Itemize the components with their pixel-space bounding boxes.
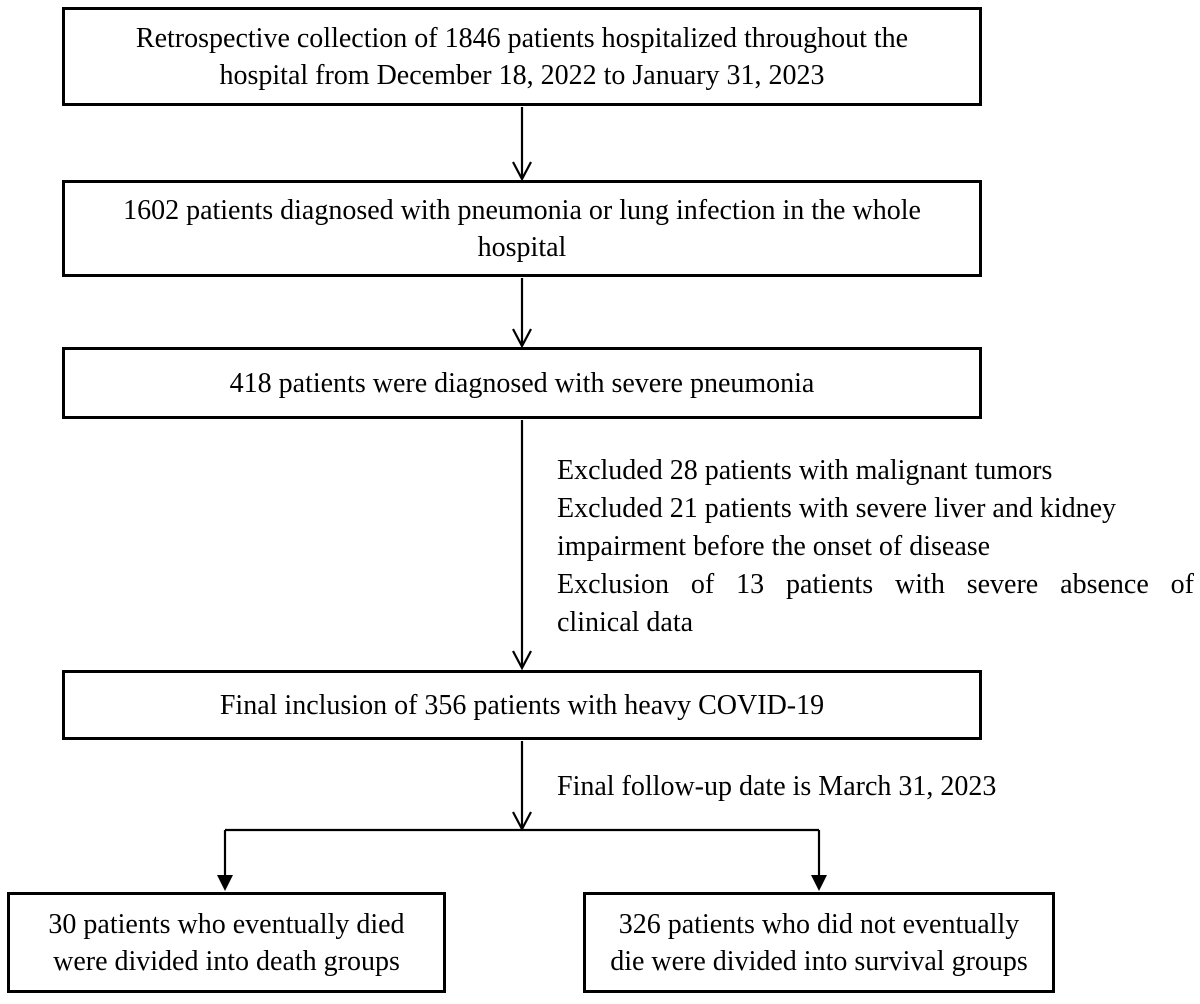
box-death-line-1: 30 patients who eventually died (48, 908, 405, 940)
box-death-line-2: were divided into death groups (53, 945, 400, 977)
box-retrospective-collection (62, 7, 982, 106)
box-survival-line-2: die were divided into survival groups (610, 945, 1028, 977)
exclusion-line-2: Excluded 21 patients with severe liver and kidney (557, 493, 1117, 524)
box-severe-pneumonia (62, 347, 982, 419)
arrow-pneumonia-to-severe (513, 278, 531, 346)
exclusion-line-5: clinical data (557, 607, 694, 638)
exclusion-notes (557, 452, 1194, 642)
box-retrospective-line-1: Retrospective collection of 1846 patients hospitalized throughout the (135, 22, 909, 54)
box-final-inclusion (62, 670, 982, 740)
box-retrospective-line-2: hospital from December 18, 2022 to January 31, 2023 (219, 59, 825, 91)
followup-note: Final follow-up date is March 31, 2023 (557, 771, 997, 802)
box-death-group (7, 892, 446, 993)
exclusion-line-3: impairment before the onset of disease (557, 531, 991, 562)
box-pneumonia-line-2: hospital (477, 231, 567, 263)
box-final-line-1: Final inclusion of 356 patients with heavy COVID-19 (219, 689, 825, 721)
arrow-junction-to-survival (811, 830, 827, 891)
arrow-retrospective-to-pneumonia (513, 107, 531, 179)
box-pneumonia-line-1: 1602 patients diagnosed with pneumonia or lung infection in the whole (123, 194, 921, 226)
box-pneumonia-diagnosed (62, 180, 982, 277)
exclusion-line-4: Exclusion of 13 patients with severe absence of (557, 569, 1194, 600)
box-severe-line-1: 418 patients were diagnosed with severe pneumonia (229, 367, 815, 399)
arrow-final-to-junction (513, 741, 531, 829)
arrow-junction-to-death (217, 830, 233, 891)
box-survival-line-1: 326 patients who did not eventually (618, 908, 1020, 940)
arrow-severe-to-final (513, 420, 531, 668)
exclusion-line-1: Excluded 28 patients with malignant tumors (557, 455, 1053, 486)
box-survival-group (583, 892, 1055, 993)
